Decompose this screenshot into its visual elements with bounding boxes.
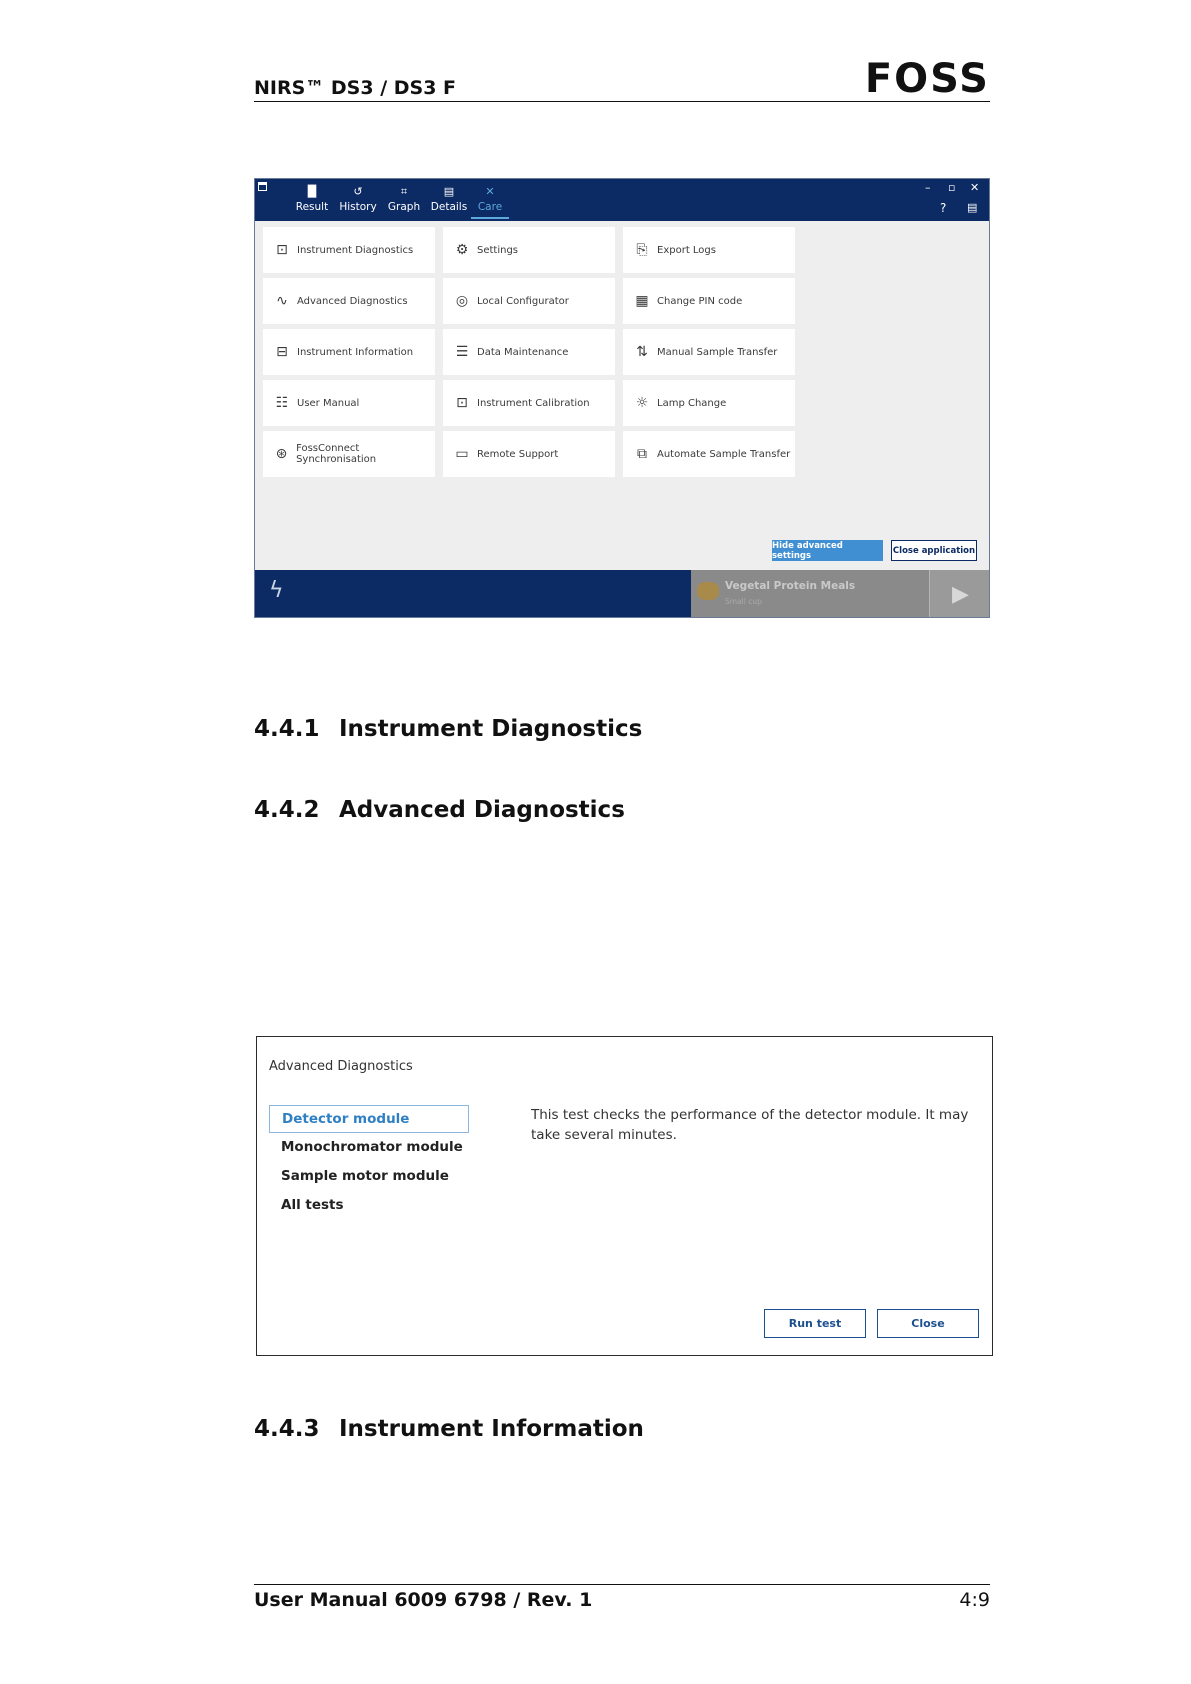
product-name: Vegetal Protein Meals	[725, 580, 856, 592]
manual-reference: User Manual 6009 6798 / Rev. 1	[254, 1589, 593, 1611]
heading-4-4-1: 4.4.1 Instrument Diagnostics	[254, 716, 643, 742]
tile-data-maintenance[interactable]: ☰ Data Maintenance	[443, 329, 615, 375]
app-menu-icon[interactable]	[258, 182, 267, 191]
tile-change-pin-code[interactable]: ▦ Change PIN code	[623, 278, 795, 324]
help-icon[interactable]: ?	[940, 201, 947, 215]
tile-instrument-calibration[interactable]: ⊡ Instrument Calibration	[443, 380, 615, 426]
dialog-item-all-tests[interactable]: All tests	[281, 1197, 344, 1213]
tile-export-logs[interactable]: ⎘ Export Logs	[623, 227, 795, 273]
tile-instrument-diagnostics[interactable]: ⊡ Instrument Diagnostics	[263, 227, 435, 273]
details-icon: ▤	[443, 185, 455, 198]
manual-icon: ☷	[275, 395, 289, 411]
product-cup: Small cup	[725, 597, 762, 606]
dialog-description: This test checks the performance of the detector module. It may take several minutes.	[531, 1107, 969, 1143]
transfer-icon: ⇅	[636, 344, 648, 360]
dialog-title: Advanced Diagnostics	[269, 1059, 413, 1074]
dialog-item-sample-motor-module[interactable]: Sample motor module	[281, 1168, 449, 1184]
tile-instrument-information[interactable]: ⊟ Instrument Information	[263, 329, 435, 375]
tile-automate-sample-transfer[interactable]: ⧉ Automate Sample Transfer	[623, 431, 795, 477]
gear-icon: ⚙	[455, 242, 469, 258]
tab-graph[interactable]: ⌗ Graph	[383, 185, 425, 219]
tab-result[interactable]: ▐▌ Result	[291, 185, 333, 219]
tools-icon: ✕	[485, 185, 495, 198]
calibration-icon: ⊡	[456, 395, 468, 411]
heading-4-4-3: 4.4.3 Instrument Information	[254, 1416, 644, 1442]
app-titlebar	[255, 179, 989, 221]
tile-manual-sample-transfer[interactable]: ⇅ Manual Sample Transfer	[623, 329, 795, 375]
document-icon[interactable]: ▤	[967, 201, 978, 214]
tile-settings[interactable]: ⚙ Settings	[443, 227, 615, 273]
page-footer	[254, 1584, 990, 1614]
close-button[interactable]: Close	[877, 1309, 979, 1338]
graph-icon: ⌗	[400, 185, 408, 198]
tile-remote-support[interactable]: ▭ Remote Support	[443, 431, 615, 477]
tab-history[interactable]: ↺ History	[335, 185, 381, 219]
automate-icon: ⧉	[637, 446, 647, 462]
product-title: NIRS™ DS3 / DS3 F	[254, 77, 457, 99]
monitor-icon: ▭	[455, 446, 469, 462]
advanced-diagnostics-dialog	[256, 1036, 993, 1356]
care-screen-screenshot	[254, 178, 990, 618]
lamp-icon: ☼	[635, 395, 649, 411]
diagnostics-icon: ⊡	[276, 242, 288, 258]
minimize-icon[interactable]: –	[925, 181, 931, 194]
hide-advanced-settings-button[interactable]: Hide advanced settings	[772, 540, 883, 561]
close-application-button[interactable]: Close application	[891, 540, 977, 561]
tile-advanced-diagnostics[interactable]: ∿ Advanced Diagnostics	[263, 278, 435, 324]
dialog-item-detector-module[interactable]: Detector module	[269, 1105, 469, 1133]
export-icon: ⎘	[636, 242, 648, 258]
tab-details[interactable]: ▤ Details	[427, 185, 471, 219]
dialog-item-monochromator-module[interactable]: Monochromator module	[281, 1139, 463, 1155]
app-bottom-bar	[255, 570, 989, 618]
lightning-icon[interactable]: ϟ	[269, 578, 284, 603]
tab-care[interactable]: ✕ Care	[471, 185, 509, 219]
sync-icon: ⊛	[275, 446, 288, 462]
product-image	[697, 582, 719, 600]
play-icon: ▶	[952, 582, 969, 607]
data-icon: ☰	[455, 344, 469, 360]
configurator-icon: ◎	[455, 293, 469, 309]
maximize-icon[interactable]: ▫	[948, 181, 956, 194]
bar-chart-icon: ▐▌	[303, 185, 321, 198]
tile-lamp-change[interactable]: ☼ Lamp Change	[623, 380, 795, 426]
close-icon[interactable]: ✕	[970, 181, 980, 194]
start-analysis-button[interactable]	[929, 570, 990, 618]
pin-keypad-icon: ▦	[635, 293, 649, 309]
product-selector[interactable]	[691, 570, 990, 618]
heading-4-4-2: 4.4.2 Advanced Diagnostics	[254, 797, 625, 823]
page-header	[254, 56, 990, 102]
page-number: 4:9	[959, 1589, 990, 1611]
tile-user-manual[interactable]: ☷ User Manual	[263, 380, 435, 426]
run-test-button[interactable]: Run test	[764, 1309, 866, 1338]
tile-fossconnect-synchronisation[interactable]: ⊛ FossConnect Synchronisation	[263, 431, 435, 477]
foss-logo: FOSS	[864, 56, 990, 102]
history-icon: ↺	[353, 185, 363, 198]
waveform-icon: ∿	[276, 293, 288, 309]
info-icon: ⊟	[276, 344, 288, 360]
tile-local-configurator[interactable]: ◎ Local Configurator	[443, 278, 615, 324]
